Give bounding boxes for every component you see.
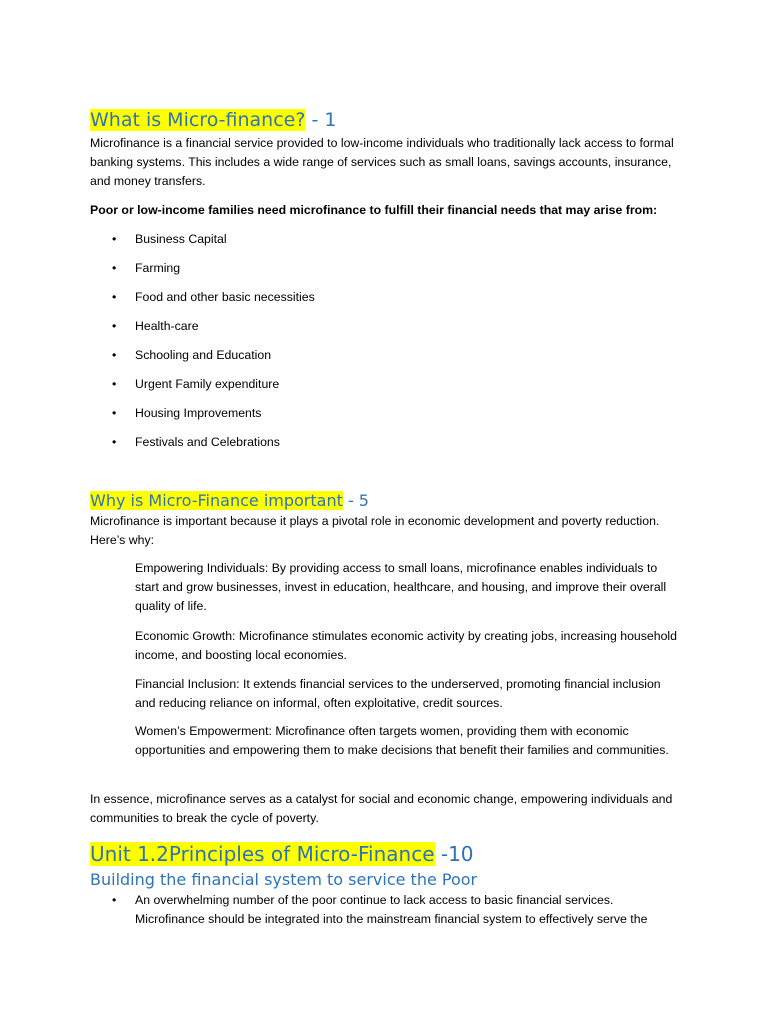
subheading-building-financial-system: Building the financial system to service the Poor (90, 870, 478, 889)
heading-number: - 5 (342, 491, 369, 510)
bullet-icon: • (112, 377, 117, 391)
point-financial-inclusion: Financial Inclusion: It extends financial services to the underserved, promoting financial inclusion and reducing reliance on informal, often exploitative, credit sources. (135, 677, 661, 710)
bullet-icon: • (112, 348, 117, 362)
lead-paragraph: Poor or low-income families need microfinance to fulfill their financial needs that may arise from: (90, 203, 658, 217)
bullet-icon: • (112, 261, 117, 275)
bullet-icon: • (112, 893, 117, 907)
heading-highlight: Why is Micro-Finance important (90, 491, 343, 510)
intro-paragraph: Microfinance is important because it plays a pivotal role in economic development and poverty reduction. Here’s why: (90, 514, 660, 547)
point-empowering-individuals: Empowering Individuals: By providing access to small loans, microfinance enables individuals to start and grow businesses, invest in education, healthcare, and housing, and improve their overall quality of life. (135, 561, 667, 613)
bullet-icon: • (112, 406, 117, 420)
bullet-icon: • (112, 319, 117, 333)
point-economic-growth: Economic Growth: Microfinance stimulates economic activity by creating jobs, increasing household income, and boosting local economies. (135, 629, 677, 662)
point-womens-empowerment: Women’s Empowerment: Microfinance often targets women, providing them with economic opportunities and empowering them to make decisions that benefit their families and communities. (135, 724, 669, 757)
list-item: • Food and other basic necessities (90, 288, 680, 307)
list-item: • Urgent Family expenditure (90, 375, 680, 394)
heading-why-important (90, 491, 369, 511)
bullet-icon: • (112, 232, 117, 246)
list-item: • Farming (90, 259, 680, 278)
heading-number: - 1 (305, 109, 337, 131)
bullet-icon: • (112, 435, 117, 449)
list-item: • An overwhelming number of the poor continue to lack access to basic financial services. Microfinance should be integrated into the mainstream financial system to effectively serve the (112, 893, 648, 926)
intro-paragraph: Microfinance is a financial service provided to low-income individuals who traditionally lack access to formal banking systems. This includes a wide range of services such as small loans, savings accounts, insurance, and money transfers. (90, 136, 674, 188)
list-item: • Festivals and Celebrations (90, 433, 680, 452)
heading-what-is-microfinance (90, 108, 336, 132)
list-item: • Housing Improvements (90, 404, 680, 423)
list-item: • Health-care (90, 317, 680, 336)
list-item: • Business Capital (90, 230, 680, 249)
heading-number: -10 (434, 842, 474, 866)
conclusion-paragraph: In essence, microfinance serves as a catalyst for social and economic change, empowering individuals and communities to break the cycle of poverty. (90, 792, 673, 825)
heading-highlight: Unit 1.2Principles of Micro-Finance (90, 842, 435, 866)
bullet-icon: • (112, 290, 117, 304)
heading-unit-principles (90, 841, 474, 867)
list-item: • Schooling and Education (90, 346, 680, 365)
heading-highlight: What is Micro-finance? (90, 109, 306, 131)
